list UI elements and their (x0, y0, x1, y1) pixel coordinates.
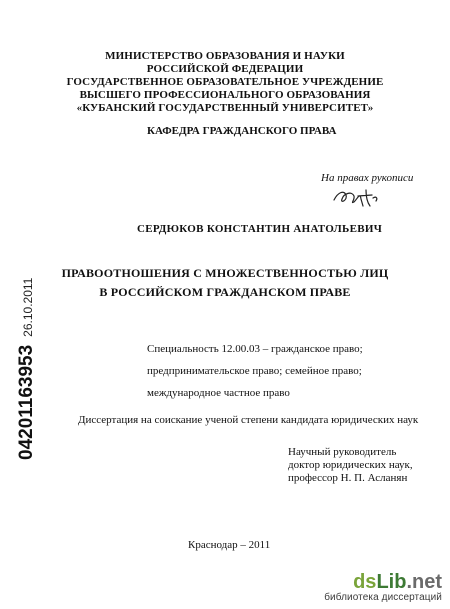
registration-stamp (16, 278, 38, 460)
title-line: ПРАВООТНОШЕНИЯ С МНОЖЕСТВЕННОСТЬЮ ЛИЦ (61, 266, 389, 280)
watermark-subtitle: библиотека диссертаций (324, 592, 442, 603)
registration-number: 04201163953 (16, 344, 37, 460)
supervisor-line: доктор юридических наук, (288, 459, 413, 471)
ministry-line: ВЫСШЕГО ПРОФЕССИОНАЛЬНОГО ОБРАЗОВАНИЯ (79, 89, 371, 101)
department-name: КАФЕДРА ГРАЖДАНСКОГО ПРАВА (147, 125, 337, 137)
title-line: В РОССИЙСКОМ ГРАЖДАНСКОМ ПРАВЕ (99, 285, 351, 299)
specialty-line: Специальность 12.00.03 – гражданское право; (147, 343, 363, 355)
specialty-block (147, 338, 363, 404)
dissertation-title (0, 264, 450, 302)
author-name: СЕРДЮКОВ КОНСТАНТИН АНАТОЛЬЕВИЧ (137, 223, 383, 235)
ministry-line: ГОСУДАРСТВЕННОЕ ОБРАЗОВАТЕЛЬНОЕ УЧРЕЖДЕНИЕ (66, 76, 384, 88)
registration-date: 26.10.2011 (21, 277, 35, 337)
ministry-line: «КУБАНСКИЙ ГОСУДАРСТВЕННЫЙ УНИВЕРСИТЕТ» (76, 102, 374, 114)
supervisor-block (288, 446, 413, 485)
dslib-watermark[interactable] (324, 572, 442, 603)
handwritten-signature (330, 186, 384, 210)
supervisor-line: Научный руководитель (288, 446, 397, 458)
specialty-line: предпринимательское право; семейное право; (147, 365, 362, 377)
supervisor-line: профессор Н. П. Асланян (288, 472, 408, 484)
ministry-line: РОССИЙСКОЙ ФЕДЕРАЦИИ (146, 63, 304, 75)
place-year: Краснодар – 2011 (188, 539, 271, 551)
manuscript-note: На правах рукописи (321, 172, 414, 184)
ministry-header (0, 50, 450, 115)
specialty-line: международное частное право (147, 387, 290, 399)
dslib-logo: dsLib.net (353, 571, 442, 593)
ministry-line: МИНИСТЕРСТВО ОБРАЗОВАНИЯ И НАУКИ (105, 50, 345, 62)
degree-line: Диссертация на соискание ученой степени кандидата юридических наук (78, 414, 419, 426)
